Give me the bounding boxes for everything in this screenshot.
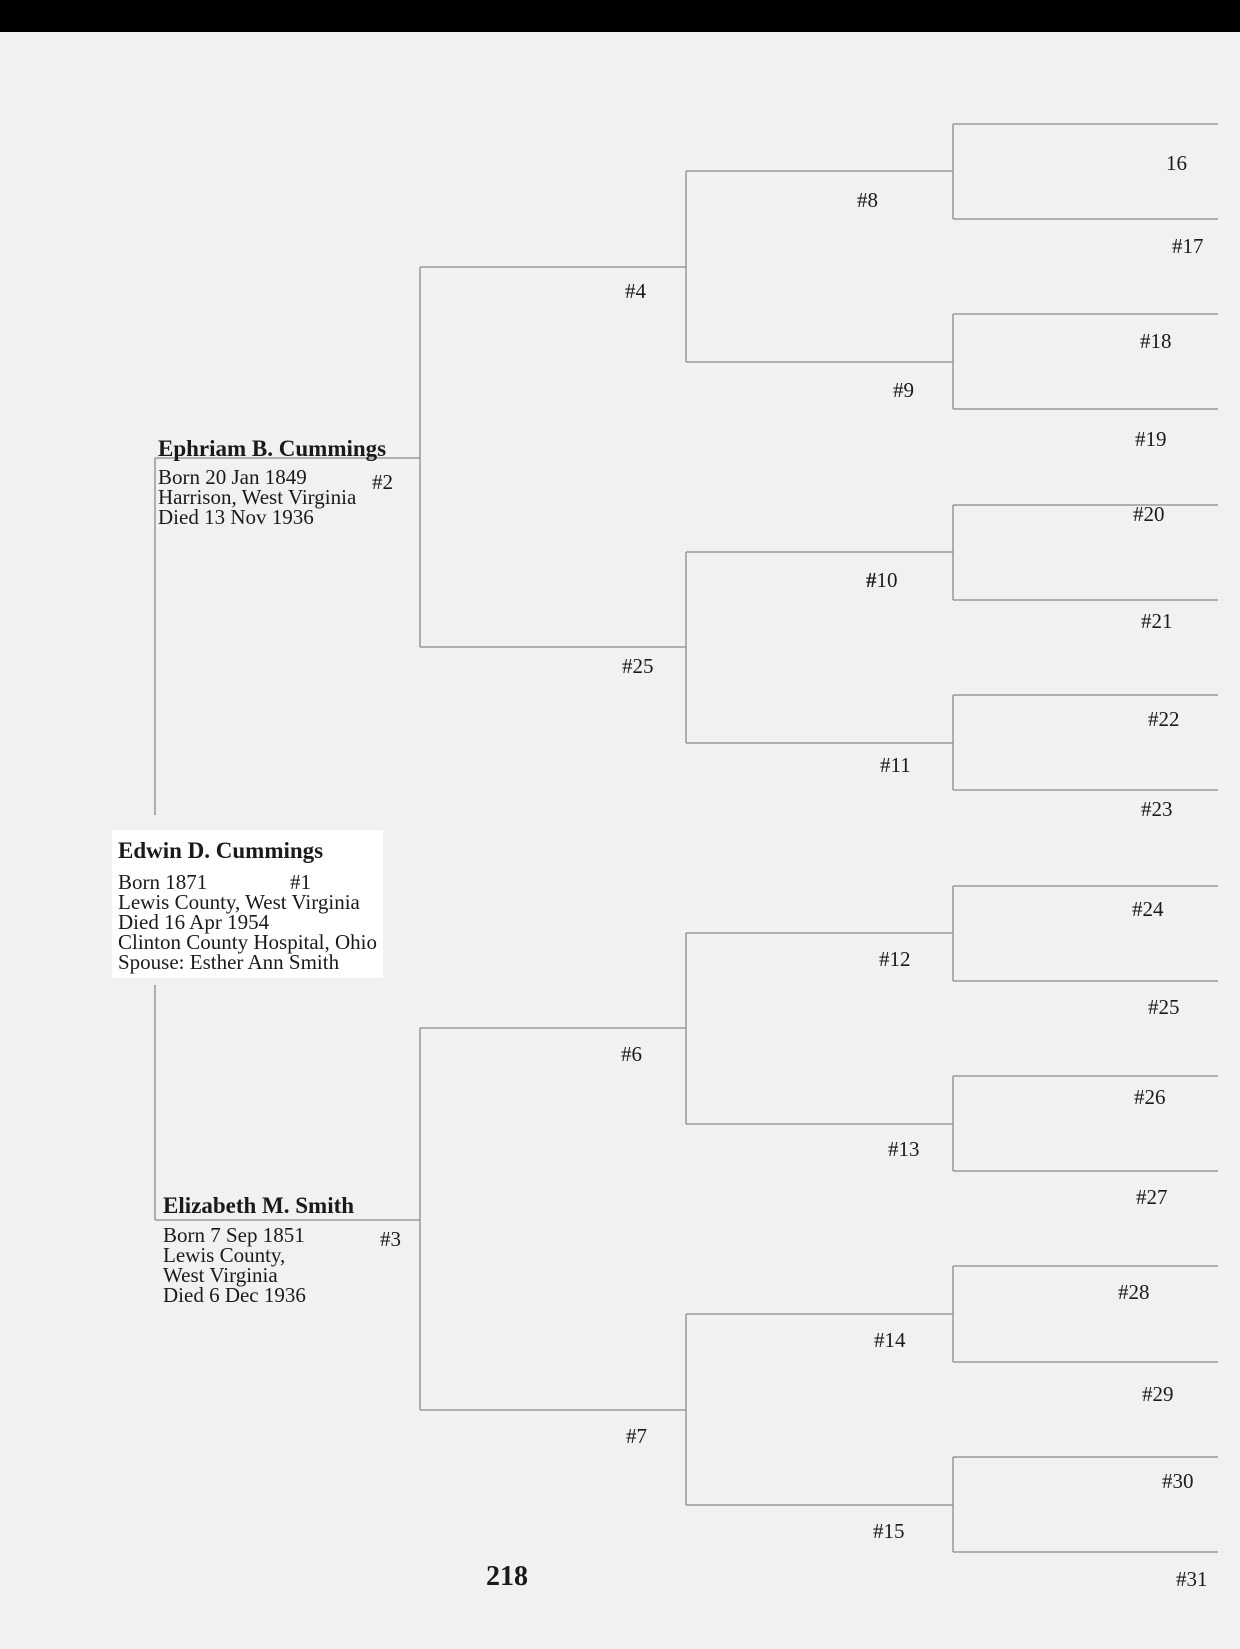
- root-spouse: Spouse: Esther Ann Smith: [118, 950, 340, 974]
- ancestor-slot-31: #31: [1176, 1567, 1208, 1591]
- root-person: [112, 830, 383, 978]
- ancestor-slot-28: #28: [1118, 1280, 1150, 1304]
- mother-birthplace-1: Lewis County,: [163, 1243, 286, 1267]
- ancestor-slot-25b: #25: [1148, 995, 1180, 1019]
- ancestor-slot-10-hash: #: [866, 568, 877, 592]
- ancestor-slot-26: #26: [1134, 1085, 1166, 1109]
- mother-name: Elizabeth M. Smith: [163, 1193, 355, 1218]
- ancestor-slot-10-num: 10: [876, 568, 898, 592]
- ancestor-slot-4: #4: [625, 279, 646, 303]
- ancestor-slot-11: #11: [880, 753, 911, 777]
- ancestor-slot-14: #14: [874, 1328, 906, 1352]
- father-born: Born 20 Jan 1849: [158, 465, 307, 489]
- ancestor-slot-6: #6: [621, 1042, 642, 1066]
- father-birthplace: Harrison, West Virginia: [158, 485, 357, 509]
- root-name: Edwin D. Cummings: [118, 838, 324, 863]
- father-name: Ephriam B. Cummings: [158, 436, 387, 461]
- page-number: 218: [486, 1561, 528, 1592]
- father-number: #2: [372, 470, 393, 494]
- ancestor-slot-20: #20: [1133, 502, 1165, 526]
- ancestor-slot-17: #17: [1172, 234, 1204, 258]
- ancestor-slot-16: 16: [1166, 151, 1187, 175]
- mother-number: #3: [380, 1227, 401, 1251]
- ancestor-slot-13: #13: [888, 1137, 920, 1161]
- mother-died: Died 6 Dec 1936: [163, 1283, 306, 1307]
- mother-born: Born 7 Sep 1851: [163, 1223, 305, 1247]
- ancestor-slot-8: #8: [857, 188, 878, 212]
- ancestor-slot-23: #23: [1141, 797, 1173, 821]
- root-died: Died 16 Apr 1954: [118, 910, 270, 934]
- ancestor-slot-30: #30: [1162, 1469, 1194, 1493]
- ancestor-slot-27: #27: [1136, 1185, 1168, 1209]
- root-birthplace: Lewis County, West Virginia: [118, 890, 360, 914]
- father-person: [158, 436, 386, 527]
- root-number: #1: [290, 870, 311, 894]
- root-born-line: [118, 872, 377, 892]
- ancestor-slot-29: #29: [1142, 1382, 1174, 1406]
- ancestor-slot-9: #9: [893, 378, 914, 402]
- root-born: Born 1871: [118, 870, 208, 894]
- ancestor-slot-22: #22: [1148, 707, 1180, 731]
- ancestor-slot-12: #12: [879, 947, 911, 971]
- ancestor-slot-15: #15: [873, 1519, 905, 1543]
- mother-birthplace-2: West Virginia: [163, 1263, 278, 1287]
- ancestor-slot-24: #24: [1132, 897, 1164, 921]
- ancestor-slot-10: [866, 568, 898, 593]
- ancestor-slot-19: #19: [1135, 427, 1167, 451]
- ancestor-slot-18: #18: [1140, 329, 1172, 353]
- ancestor-slot-7: #7: [626, 1424, 647, 1448]
- ancestor-slot-25a: #25: [622, 654, 654, 678]
- father-died: Died 13 Nov 1936: [158, 505, 314, 529]
- root-deathplace: Clinton County Hospital, Ohio: [118, 930, 378, 954]
- ancestor-slot-21: #21: [1141, 609, 1173, 633]
- mother-person: [163, 1193, 354, 1305]
